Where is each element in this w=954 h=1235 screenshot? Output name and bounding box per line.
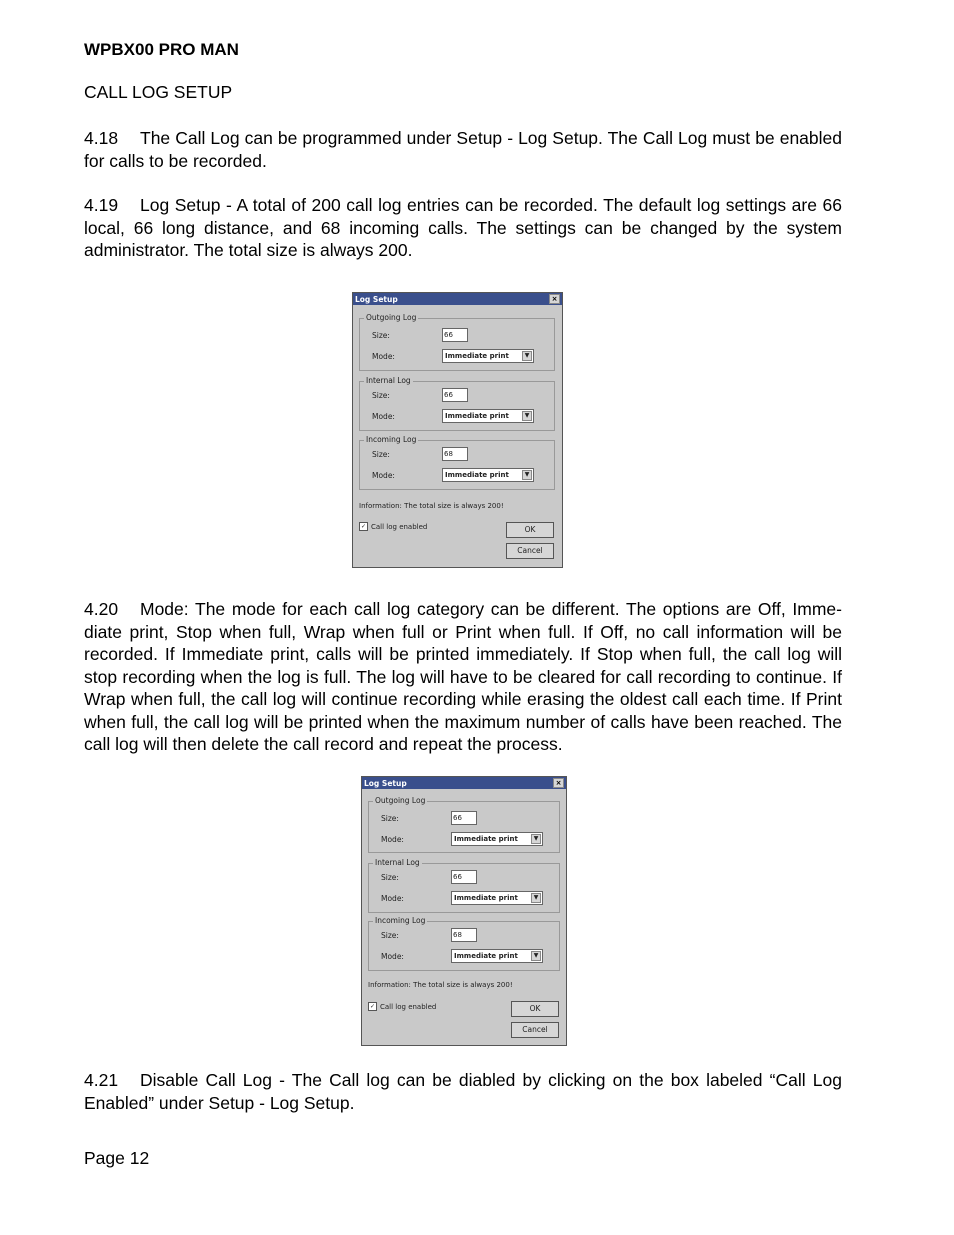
dialog-title: Log Setup [355,294,398,304]
group-title: Incoming Log [375,916,426,925]
mode-value: Immediate print [454,894,518,902]
group-title: Outgoing Log [375,796,426,805]
paragraph-text: Mode: The mode for each call log category can be different. The options are Off, Imme-diate print, Stop when full, Wrap when full or Print when full. If Off, no call information will be recorded. If Immediate print, calls will be printed immediately. If Stop when full, the call log will stop recording when the log is full. The log will have to be cleared for call recording to continue. If Wrap when full, the call log will continue recording while erasing the oldest call each time. If Print when full, the call log will be printed when the maximum number of calls have been reached. The call log will then delete the call record and repeat the process. [84,599,842,754]
size-label: Size: [381,931,399,940]
checkbox-label: Call log enabled [380,1002,437,1011]
size-label: Size: [381,873,399,882]
chevron-down-icon[interactable]: ▼ [522,470,532,480]
dialog-title-bar [362,777,566,789]
call-log-enabled-checkbox[interactable] [368,1002,436,1011]
page-number: Page 12 [84,1148,150,1168]
group-title: Internal Log [375,858,420,867]
incoming-log-group [368,916,560,971]
call-log-enabled-checkbox[interactable] [359,522,427,531]
outgoing-size-input[interactable]: 66 [451,811,477,825]
ok-button[interactable]: OK [506,522,554,538]
paragraph-text: Disable Call Log - The Call log can be diabled by clicking on the box labeled “Call Log Enabled” under Setup - Log Setup. [84,1070,842,1113]
mode-value: Immediate print [454,835,518,843]
group-title: Internal Log [366,376,411,385]
internal-mode-select[interactable] [451,891,543,905]
chevron-down-icon[interactable]: ▼ [522,411,532,421]
mode-value: Immediate print [445,412,509,420]
checkbox-check-icon[interactable]: ✓ [360,523,367,530]
close-icon[interactable]: × [549,294,560,304]
paragraph-4-21 [84,1069,842,1114]
cancel-button[interactable]: Cancel [511,1022,559,1038]
incoming-mode-select[interactable] [451,949,543,963]
internal-mode-select[interactable] [442,409,534,423]
info-text: Information: The total size is always 200! [368,981,513,989]
group-title: Incoming Log [366,435,417,444]
outgoing-log-group [359,313,555,371]
incoming-size-input[interactable]: 68 [451,928,477,942]
paragraph-text: Log Setup - A total of 200 call log entries can be recorded. The default log settings are 66 local, 66 long distance, and 68 incoming calls. The settings can be changed by the system administrator. The total size is always 200. [84,195,842,260]
mode-label: Mode: [381,952,404,961]
paragraph-number: 4.21 [84,1070,119,1090]
info-text: Information: The total size is always 200! [359,502,504,510]
incoming-log-group [359,435,555,490]
log-setup-dialog-screenshot-2 [361,776,567,1046]
outgoing-size-input[interactable]: 66 [442,328,468,342]
outgoing-mode-select[interactable] [442,349,534,363]
dialog-title: Log Setup [364,778,407,788]
chevron-down-icon[interactable]: ▼ [531,893,541,903]
size-label: Size: [372,331,390,340]
document-header: WPBX00 PRO MAN [84,40,239,59]
incoming-mode-select[interactable] [442,468,534,482]
chevron-down-icon[interactable]: ▼ [531,951,541,961]
internal-size-input[interactable]: 66 [451,870,477,884]
mode-value: Immediate print [454,952,518,960]
mode-value: Immediate print [445,352,509,360]
mode-label: Mode: [372,412,395,421]
ok-button[interactable]: OK [511,1001,559,1017]
mode-label: Mode: [372,352,395,361]
internal-size-input[interactable]: 66 [442,388,468,402]
close-icon[interactable]: × [553,778,564,788]
outgoing-mode-select[interactable] [451,832,543,846]
chevron-down-icon[interactable]: ▼ [531,834,541,844]
size-label: Size: [372,450,390,459]
chevron-down-icon[interactable]: ▼ [522,351,532,361]
checkbox-check-icon[interactable]: ✓ [369,1003,376,1010]
mode-label: Mode: [372,471,395,480]
incoming-size-input[interactable]: 68 [442,447,468,461]
paragraph-number: 4.20 [84,599,119,619]
size-label: Size: [381,814,399,823]
mode-label: Mode: [381,835,404,844]
outgoing-log-group [368,796,560,853]
cancel-button[interactable]: Cancel [506,543,554,559]
paragraph-text: The Call Log can be programmed under Setup - Log Setup. The Call Log must be enabled for calls to be recorded. [84,128,842,171]
paragraph-4-19 [84,194,842,262]
paragraph-4-20 [84,598,842,756]
paragraph-4-18 [84,127,842,172]
paragraph-number: 4.19 [84,195,119,215]
log-setup-dialog-screenshot-1 [352,292,563,568]
internal-log-group [359,376,555,431]
internal-log-group [368,858,560,913]
dialog-title-bar [353,293,562,305]
paragraph-number: 4.18 [84,128,119,148]
group-title: Outgoing Log [366,313,417,322]
size-label: Size: [372,391,390,400]
checkbox-label: Call log enabled [371,522,428,531]
mode-label: Mode: [381,894,404,903]
mode-value: Immediate print [445,471,509,479]
section-title: CALL LOG SETUP [84,82,233,102]
